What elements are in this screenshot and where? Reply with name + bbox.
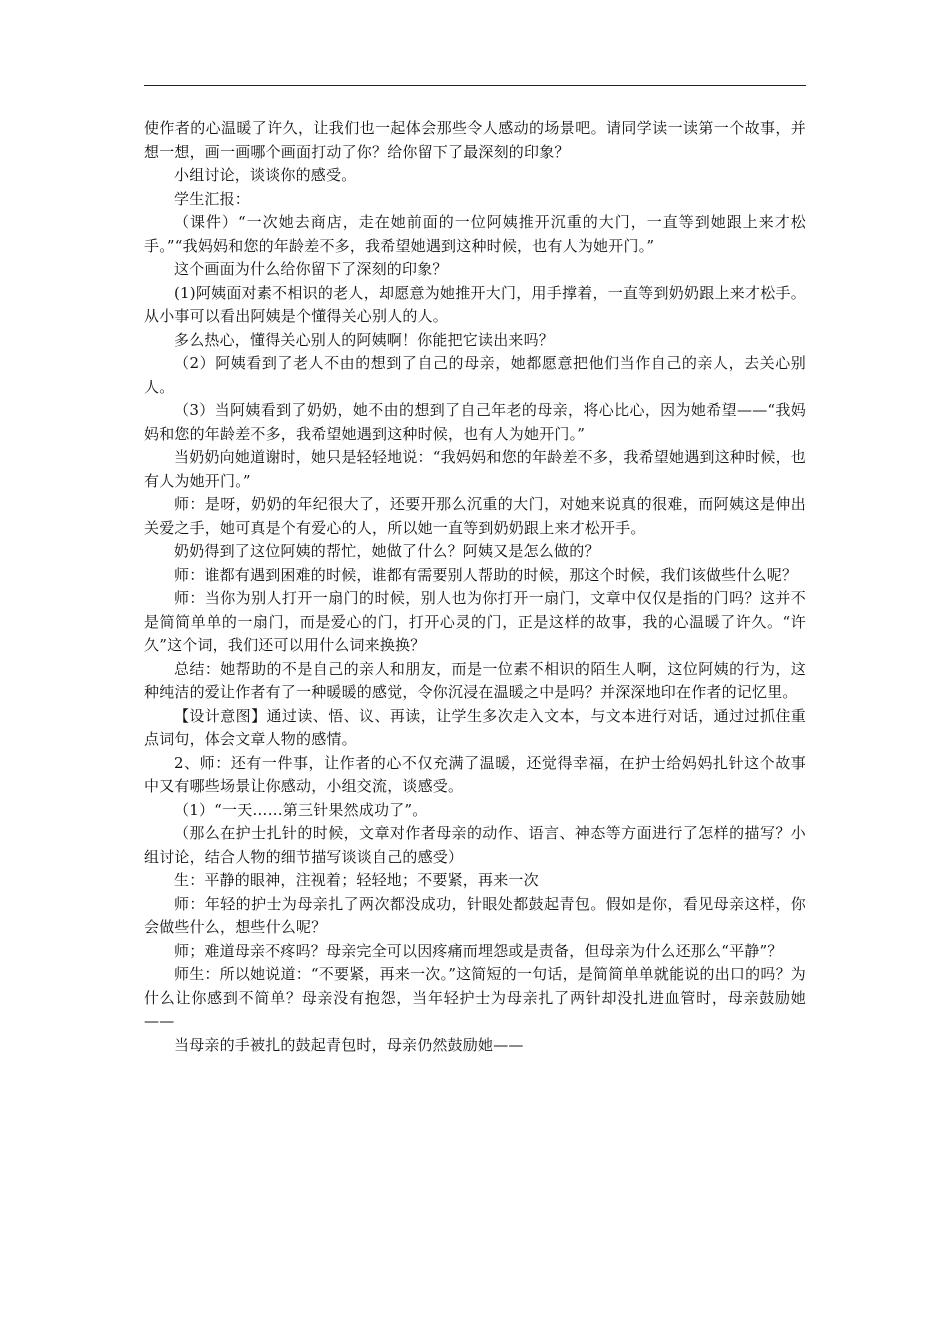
paragraph: 这个画面为什么给你留下了深刻的印象？ — [174, 260, 448, 278]
paragraph: （1）“一天……第三针果然成功了”。 — [174, 800, 428, 819]
paragraph: （3）当阿姨看到了奶奶，她不由的想到了自己年老的母亲，将心比心，因为她希望——“我妈妈和您的年龄差不多，我希望她遇到这种时候，也有人为她开门。” — [144, 401, 806, 443]
paragraph: 师生：所以她说道：“不要紧，再来一次。”这简短的一句话，是简简单单就能说的出口的吗？为什么让你感到不简单？母亲没有抱怨，当年轻护士为母亲扎了两针却没扎进血管时，母亲鼓励她—— — [144, 965, 806, 1030]
paragraph: 奶奶得到了这位阿姨的帮忙，她做了什么？阿姨又是怎么做的？ — [174, 542, 600, 560]
paragraph: 生：平静的眼神，注视着；轻轻地；不要紧，再来一次 — [174, 871, 539, 889]
paragraph: 学生汇报： — [174, 189, 251, 208]
paragraph: 师：是呀，奶奶的年纪很大了，还要开那么沉重的大门，对她来说真的很难，而阿姨这是伸出关爱之手，她可真是个有爱心的人，所以她一直等到奶奶跟上来才松开手。 — [144, 495, 806, 537]
paragraph: (1)阿姨面对素不相识的老人，却愿意为她推开大门，用手撑着，一直等到奶奶跟上来才松手。从小事可以看出阿姨是个懂得关心别人的人。 — [144, 283, 806, 325]
paragraph: 师：当你为别人打开一扇门的时候，别人也为你打开一扇门，文章中仅仅是指的门吗？这并不是简简单单的一扇门，而是爱心的门，打开心灵的门，正是这样的故事，我的心温暖了许久。“许久”这个词，我们还可以用什么词来换换？ — [144, 589, 806, 654]
paragraph: 使作者的心温暖了许久，让我们也一起体会那些令人感动的场景吧。请同学读一读第一个故事，并想一想，画一画哪个画面打动了你？给你留下了最深刻的印象？ — [144, 119, 806, 161]
paragraph: 当母亲的手被扎的鼓起青包时，母亲仍然鼓励她—— — [174, 1035, 524, 1054]
design-intent-paragraph: 【设计意图】通过读、悟、议、再读，让学生多次走入文本，与文本进行对话，通过过抓住重点词句，体会文章人物的感情。 — [144, 706, 806, 748]
paragraph: 总结：她帮助的不是自己的亲人和朋友，而是一位素不相识的陌生人啊，这位阿姨的行为，这种纯洁的爱让作者有了一种暖暖的感觉，令你沉浸在温暖之中是吗？并深深地印在作者的记忆里。 — [144, 659, 806, 701]
paragraph: 小组讨论，谈谈你的感受。 — [174, 166, 357, 184]
paragraph: （2）阿姨看到了老人不由的想到了自己的母亲，她都愿意把他们当作自己的亲人，去关心别人。 — [144, 354, 806, 396]
paragraph: 师；难道母亲不疼吗？母亲完全可以因疼痛而埋怨或是责备，但母亲为什么还那么“平静”？ — [174, 941, 783, 960]
paragraph: 师：年轻的护士为母亲扎了两次都没成功，针眼处都鼓起青包。假如是你，看见母亲这样，你会做些什么，想些什么呢？ — [144, 894, 806, 936]
paragraph: 当奶奶向她道谢时，她只是轻轻地说：“我妈妈和您的年龄差不多，我希望她遇到这种时候，也有人为她开门。” — [144, 448, 806, 490]
paragraph: 师：谁都有遇到困难的时候，谁都有需要别人帮助的时候，那这个时候，我们该做些什么呢？ — [174, 565, 798, 584]
paragraph: （那么在护士扎针的时候，文章对作者母亲的动作、语言、神态等方面进行了怎样的描写？小组讨论，结合人物的细节描写谈谈自己的感受） — [144, 824, 806, 866]
paragraph: 2、师：还有一件事，让作者的心不仅充满了温暖，还觉得幸福，在护士给妈妈扎针这个故事中又有哪些场景让你感动，小组交流，谈感受。 — [144, 753, 806, 795]
paragraph: 多么热心，懂得关心别人的阿姨啊！你能把它读出来吗？ — [174, 330, 555, 349]
paragraph: （课件）“一次她去商店，走在她前面的一位阿姨推开沉重的大门，一直等到她跟上来才松手。”“我妈妈和您的年龄差不多，我希望她遇到这种时候，也有人为她开门。” — [144, 213, 806, 255]
header-rule — [144, 85, 806, 86]
document-body — [144, 117, 806, 1057]
